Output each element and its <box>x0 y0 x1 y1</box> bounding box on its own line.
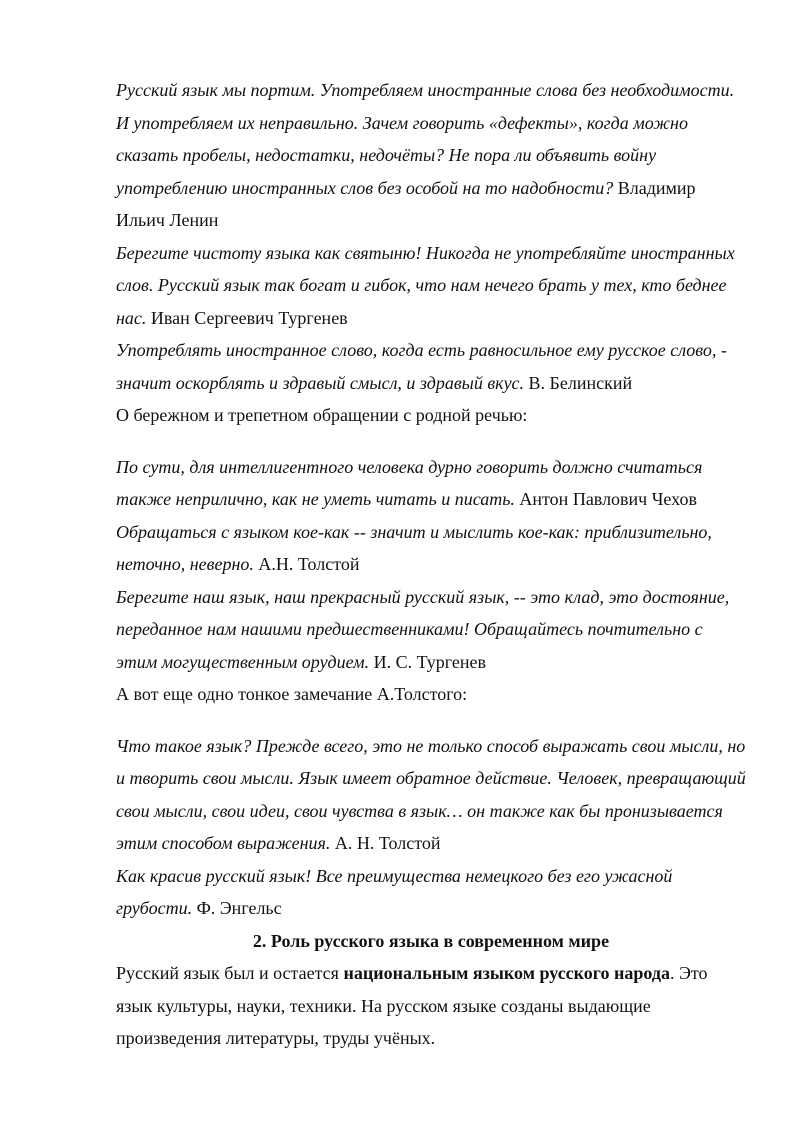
quote-paragraph <box>116 581 746 679</box>
quote-text: По сути, для интеллигентного человека дурно говорить должно считаться также неприлично, как не уметь читать и писать. <box>116 456 703 509</box>
quote-text: Как красив русский язык! Все преимущества немецкого без его ужасной грубости. <box>116 865 673 918</box>
quote-author: В. Белинский <box>528 372 633 393</box>
section-heading: 2. Роль русского языка в современном мире <box>252 930 610 951</box>
body-text-end: . Это язык культуры, науки, техники. На русском языке созданы выдающие произведения литературы, труды учёных. <box>116 963 708 1048</box>
quote-paragraph <box>116 516 746 581</box>
quote-author: Иван Сергеевич Тургенев <box>150 307 348 328</box>
quote-paragraph <box>116 334 746 399</box>
quote-text: Берегите наш язык, наш прекрасный русский язык, -- это клад, это достояние, переданное нам нашими предшественниками! Обращайтесь почтительно с этим могущественным орудием. <box>116 586 730 672</box>
quote-author: А. Н. Толстой <box>334 833 441 853</box>
quote-author: А.Н. Толстой <box>258 554 360 574</box>
quote-paragraph <box>116 860 746 925</box>
quote-text: Русский язык мы портим. Употребляем иностранные слова без необходимости. И употребляем их неправильно. Зачем говорить «дефекты», когда можно сказать пробелы, недостатки, недочёты? Не пора ли объявить войну употреблению иностранных слов без особой на то надобности? <box>116 80 735 198</box>
quote-text: Обращаться с языком кое-как -- значит и мыслить кое-как: приблизительно, неточно, неверно. <box>116 521 712 574</box>
intro-paragraph: О бережном и трепетном обращении с родной речью: <box>116 405 528 425</box>
body-text-start: Русский язык был и остается <box>116 963 344 983</box>
quote-paragraph <box>116 74 746 237</box>
quote-paragraph <box>116 237 746 335</box>
document-page <box>116 74 746 1055</box>
quote-author: Ф. Энгельс <box>196 898 282 918</box>
intro-paragraph: А вот еще одно тонкое замечание А.Толстого: <box>116 684 468 704</box>
body-paragraph <box>116 957 746 1055</box>
paragraph-spacer <box>116 432 746 451</box>
quote-text: Употреблять иностранное слово, когда есть равносильное ему русское слово, - значит оскорблять и здравый смысл, и здравый вкус. <box>116 340 727 393</box>
paragraph-spacer <box>116 711 746 730</box>
quote-text: Что такое язык? Прежде всего, это не только способ выражать свои мысли, но и творить свои мысли. Язык имеет обратное действие. Человек, превращающий свои мысли, свои идеи, свои чувства в язык… он также как бы пронизывается этим способом выражения. <box>116 735 746 853</box>
quote-author: Антон Павлович Чехов <box>519 489 697 509</box>
body-text-bold: национальным языком русского народа <box>343 963 671 983</box>
quote-author: Владимир Ильич Ленин <box>116 177 696 230</box>
quote-text: Берегите чистоту языка как святыню! Никогда не употребляйте иностранных слов. Русский язык так богат и гибок, что нам нечего брать у тех, кто беднее нас. <box>116 242 735 328</box>
quote-paragraph <box>116 451 746 516</box>
quote-paragraph <box>116 730 746 860</box>
quote-author: И. С. Тургенев <box>373 651 486 672</box>
